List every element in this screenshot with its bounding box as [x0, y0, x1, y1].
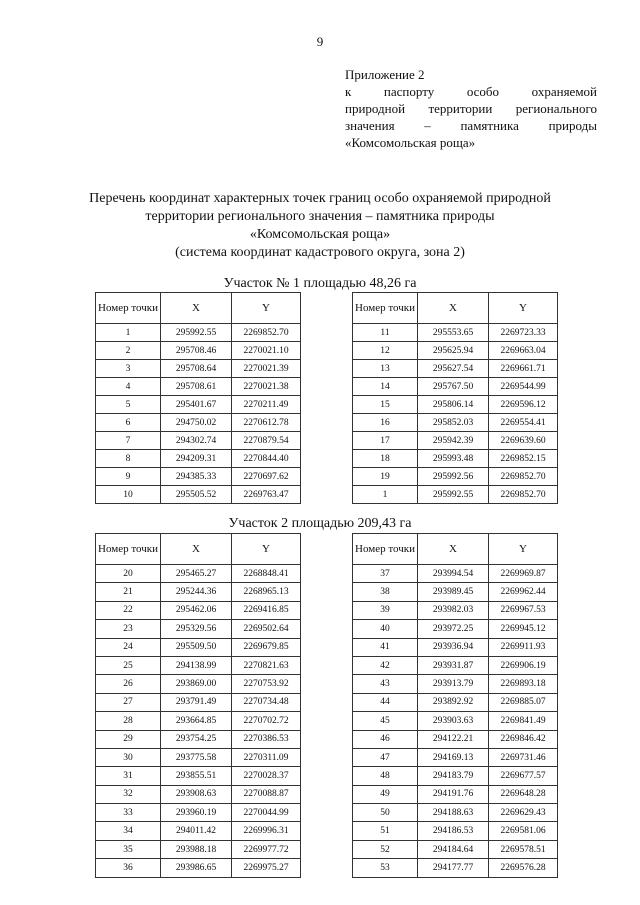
x-coordinate: 295708.64: [161, 360, 232, 378]
table-row: [353, 414, 558, 432]
table-row: [353, 675, 558, 693]
y-coordinate: 2270021.38: [232, 378, 301, 396]
table-row: [96, 486, 301, 504]
y-coordinate: 2269416.85: [232, 601, 301, 619]
x-coordinate: 293936.94: [418, 638, 489, 656]
point-number: 1: [353, 486, 418, 504]
x-coordinate: 293903.63: [418, 712, 489, 730]
column-header-num: Номер точки: [96, 534, 161, 565]
point-number: 12: [353, 342, 418, 360]
x-coordinate: 295806.14: [418, 396, 489, 414]
point-number: 48: [353, 767, 418, 785]
point-number: 44: [353, 693, 418, 711]
point-number: 2: [96, 342, 161, 360]
x-coordinate: 293664.85: [161, 712, 232, 730]
y-coordinate: 2268965.13: [232, 583, 301, 601]
point-number: 41: [353, 638, 418, 656]
point-number: 36: [96, 859, 161, 877]
point-number: 17: [353, 432, 418, 450]
y-coordinate: 2269906.19: [489, 656, 558, 674]
point-number: 4: [96, 378, 161, 396]
y-coordinate: 2269629.43: [489, 804, 558, 822]
table-row: [353, 378, 558, 396]
x-coordinate: 293988.18: [161, 840, 232, 858]
point-number: 18: [353, 450, 418, 468]
y-coordinate: 2269554.41: [489, 414, 558, 432]
x-coordinate: 294138.99: [161, 656, 232, 674]
x-coordinate: 294169.13: [418, 748, 489, 766]
point-number: 46: [353, 730, 418, 748]
column-header-y: Y: [232, 534, 301, 565]
column-header-num: Номер точки: [353, 293, 418, 324]
table-row: [96, 840, 301, 858]
y-coordinate: 2269578.51: [489, 840, 558, 858]
y-coordinate: 2269967.53: [489, 601, 558, 619]
appendix-line: к паспорту особо охраняемой: [345, 84, 597, 99]
table-row: [96, 360, 301, 378]
table-row: [353, 360, 558, 378]
section2-heading: Участок 2 площадью 209,43 га: [228, 516, 412, 531]
point-number: 9: [96, 468, 161, 486]
x-coordinate: 295465.27: [161, 565, 232, 583]
y-coordinate: 2269893.18: [489, 675, 558, 693]
table-row: [96, 414, 301, 432]
column-header-x: X: [161, 293, 232, 324]
point-number: 31: [96, 767, 161, 785]
x-coordinate: 295708.46: [161, 342, 232, 360]
table-row: [353, 656, 558, 674]
x-coordinate: 293972.25: [418, 620, 489, 638]
table-row: [96, 638, 301, 656]
point-number: 51: [353, 822, 418, 840]
table-row: [96, 822, 301, 840]
point-number: 35: [96, 840, 161, 858]
point-number: 8: [96, 450, 161, 468]
point-number: 45: [353, 712, 418, 730]
point-number: 7: [96, 432, 161, 450]
table-row: [353, 712, 558, 730]
title-line: Перечень координат характерных точек границ особо охраняемой природной: [89, 191, 551, 206]
x-coordinate: 293754.25: [161, 730, 232, 748]
table-row: [353, 620, 558, 638]
table-row: [96, 693, 301, 711]
column-header-num: Номер точки: [353, 534, 418, 565]
y-coordinate: 2269852.70: [489, 468, 558, 486]
y-coordinate: 2270697.62: [232, 468, 301, 486]
y-coordinate: 2270821.63: [232, 656, 301, 674]
page-number: 9: [316, 34, 324, 49]
point-number: 28: [96, 712, 161, 730]
table-row: [96, 378, 301, 396]
y-coordinate: 2269679.85: [232, 638, 301, 656]
point-number: 49: [353, 785, 418, 803]
y-coordinate: 2270044.99: [232, 804, 301, 822]
table-row: [96, 565, 301, 583]
table-row: [353, 638, 558, 656]
point-number: 6: [96, 414, 161, 432]
x-coordinate: 294209.31: [161, 450, 232, 468]
y-coordinate: 2269576.28: [489, 859, 558, 877]
table-row: [353, 822, 558, 840]
y-coordinate: 2269663.04: [489, 342, 558, 360]
x-coordinate: 293960.19: [161, 804, 232, 822]
title-line: (система координат кадастрового округа, зона 2): [175, 245, 465, 260]
table-row: [96, 450, 301, 468]
table-row: [353, 730, 558, 748]
x-coordinate: 293986.65: [161, 859, 232, 877]
y-coordinate: 2270021.39: [232, 360, 301, 378]
table-row: [353, 565, 558, 583]
column-header-y: Y: [489, 534, 558, 565]
x-coordinate: 293982.03: [418, 601, 489, 619]
y-coordinate: 2270612.78: [232, 414, 301, 432]
column-header-x: X: [161, 534, 232, 565]
x-coordinate: 294184.64: [418, 840, 489, 858]
x-coordinate: 294385.33: [161, 468, 232, 486]
y-coordinate: 2270311.09: [232, 748, 301, 766]
y-coordinate: 2270211.49: [232, 396, 301, 414]
coords-table-s2-left: [95, 533, 301, 878]
y-coordinate: 2269661.71: [489, 360, 558, 378]
point-number: 32: [96, 785, 161, 803]
point-number: 25: [96, 656, 161, 674]
table-row: [96, 583, 301, 601]
x-coordinate: 294177.77: [418, 859, 489, 877]
point-number: 21: [96, 583, 161, 601]
appendix-block: [345, 66, 597, 151]
table-row: [353, 748, 558, 766]
table-row: [96, 675, 301, 693]
x-coordinate: 295942.39: [418, 432, 489, 450]
table-row: [96, 342, 301, 360]
y-coordinate: 2269723.33: [489, 324, 558, 342]
table-row: [96, 859, 301, 877]
x-coordinate: 295401.67: [161, 396, 232, 414]
x-coordinate: 293931.87: [418, 656, 489, 674]
point-number: 47: [353, 748, 418, 766]
y-coordinate: 2269841.49: [489, 712, 558, 730]
point-number: 15: [353, 396, 418, 414]
document-title: [60, 190, 580, 262]
table-row: [96, 324, 301, 342]
y-coordinate: 2270386.53: [232, 730, 301, 748]
table-row: [96, 432, 301, 450]
x-coordinate: 295992.55: [161, 324, 232, 342]
y-coordinate: 2269581.06: [489, 822, 558, 840]
table-row: [96, 767, 301, 785]
table-row: [353, 432, 558, 450]
title-line: территории регионального значения – памятника природы: [145, 209, 495, 224]
point-number: 38: [353, 583, 418, 601]
column-header-x: X: [418, 534, 489, 565]
point-number: 33: [96, 804, 161, 822]
table-row: [96, 785, 301, 803]
point-number: 10: [96, 486, 161, 504]
x-coordinate: 295625.94: [418, 342, 489, 360]
y-coordinate: 2270753.92: [232, 675, 301, 693]
x-coordinate: 295509.50: [161, 638, 232, 656]
table-row: [353, 767, 558, 785]
x-coordinate: 295462.06: [161, 601, 232, 619]
point-number: 20: [96, 565, 161, 583]
table-row: [353, 804, 558, 822]
y-coordinate: 2270021.10: [232, 342, 301, 360]
point-number: 50: [353, 804, 418, 822]
point-number: 1: [96, 324, 161, 342]
x-coordinate: 295708.61: [161, 378, 232, 396]
point-number: 26: [96, 675, 161, 693]
x-coordinate: 293775.58: [161, 748, 232, 766]
x-coordinate: 293892.92: [418, 693, 489, 711]
appendix-line: значения – памятника природы: [345, 118, 597, 133]
x-coordinate: 294011.42: [161, 822, 232, 840]
table-row: [96, 712, 301, 730]
table-header-row: [353, 534, 558, 565]
table-row: [96, 468, 301, 486]
y-coordinate: 2269996.31: [232, 822, 301, 840]
appendix-line: «Комсомольская роща»: [345, 135, 476, 150]
table-row: [353, 601, 558, 619]
x-coordinate: 293791.49: [161, 693, 232, 711]
table-row: [353, 486, 558, 504]
table-row: [353, 468, 558, 486]
y-coordinate: 2269962.44: [489, 583, 558, 601]
table-row: [96, 730, 301, 748]
x-coordinate: 293994.54: [418, 565, 489, 583]
coords-table-s1-left: [95, 292, 301, 504]
point-number: 42: [353, 656, 418, 674]
point-number: 34: [96, 822, 161, 840]
table-header-row: [96, 534, 301, 565]
y-coordinate: 2269975.27: [232, 859, 301, 877]
point-number: 19: [353, 468, 418, 486]
point-number: 13: [353, 360, 418, 378]
x-coordinate: 294186.53: [418, 822, 489, 840]
x-coordinate: 294750.02: [161, 414, 232, 432]
table-row: [96, 804, 301, 822]
y-coordinate: 2269677.57: [489, 767, 558, 785]
y-coordinate: 2270088.87: [232, 785, 301, 803]
x-coordinate: 294183.79: [418, 767, 489, 785]
point-number: 14: [353, 378, 418, 396]
x-coordinate: 295244.36: [161, 583, 232, 601]
coords-table-s1-right: [352, 292, 558, 504]
y-coordinate: 2269911.93: [489, 638, 558, 656]
point-number: 43: [353, 675, 418, 693]
x-coordinate: 295505.52: [161, 486, 232, 504]
coords-table-s2-right: [352, 533, 558, 878]
table-row: [353, 324, 558, 342]
y-coordinate: 2269846.42: [489, 730, 558, 748]
y-coordinate: 2269969.87: [489, 565, 558, 583]
point-number: 53: [353, 859, 418, 877]
column-header-y: Y: [232, 293, 301, 324]
point-number: 37: [353, 565, 418, 583]
table-row: [353, 396, 558, 414]
x-coordinate: 294191.76: [418, 785, 489, 803]
x-coordinate: 293908.63: [161, 785, 232, 803]
table-row: [353, 785, 558, 803]
table-row: [96, 601, 301, 619]
point-number: 5: [96, 396, 161, 414]
y-coordinate: 2269977.72: [232, 840, 301, 858]
table-row: [353, 859, 558, 877]
y-coordinate: 2268848.41: [232, 565, 301, 583]
table-row: [353, 840, 558, 858]
table-row: [96, 748, 301, 766]
x-coordinate: 294188.63: [418, 804, 489, 822]
x-coordinate: 295329.56: [161, 620, 232, 638]
table-row: [96, 656, 301, 674]
column-header-y: Y: [489, 293, 558, 324]
point-number: 30: [96, 748, 161, 766]
y-coordinate: 2269852.70: [489, 486, 558, 504]
point-number: 52: [353, 840, 418, 858]
y-coordinate: 2269763.47: [232, 486, 301, 504]
y-coordinate: 2269945.12: [489, 620, 558, 638]
x-coordinate: 293869.00: [161, 675, 232, 693]
y-coordinate: 2270702.72: [232, 712, 301, 730]
y-coordinate: 2269885.07: [489, 693, 558, 711]
appendix-line: Приложение 2: [345, 67, 425, 82]
title-line: «Комсомольская роща»: [249, 227, 391, 242]
y-coordinate: 2269544.99: [489, 378, 558, 396]
x-coordinate: 293913.79: [418, 675, 489, 693]
column-header-num: Номер точки: [96, 293, 161, 324]
point-number: 39: [353, 601, 418, 619]
y-coordinate: 2269639.60: [489, 432, 558, 450]
point-number: 22: [96, 601, 161, 619]
point-number: 11: [353, 324, 418, 342]
table-row: [96, 620, 301, 638]
y-coordinate: 2270879.54: [232, 432, 301, 450]
y-coordinate: 2270028.37: [232, 767, 301, 785]
table-row: [353, 342, 558, 360]
y-coordinate: 2270734.48: [232, 693, 301, 711]
x-coordinate: 293989.45: [418, 583, 489, 601]
column-header-x: X: [418, 293, 489, 324]
table-row: [96, 396, 301, 414]
x-coordinate: 295992.55: [418, 486, 489, 504]
table-row: [353, 583, 558, 601]
x-coordinate: 295852.03: [418, 414, 489, 432]
x-coordinate: 295553.65: [418, 324, 489, 342]
x-coordinate: 295767.50: [418, 378, 489, 396]
point-number: 16: [353, 414, 418, 432]
y-coordinate: 2269596.12: [489, 396, 558, 414]
point-number: 23: [96, 620, 161, 638]
x-coordinate: 295627.54: [418, 360, 489, 378]
y-coordinate: 2269502.64: [232, 620, 301, 638]
point-number: 3: [96, 360, 161, 378]
table-header-row: [96, 293, 301, 324]
table-row: [353, 693, 558, 711]
point-number: 40: [353, 620, 418, 638]
y-coordinate: 2269731.46: [489, 748, 558, 766]
x-coordinate: 293855.51: [161, 767, 232, 785]
point-number: 27: [96, 693, 161, 711]
x-coordinate: 294302.74: [161, 432, 232, 450]
y-coordinate: 2269852.70: [232, 324, 301, 342]
appendix-line: природной территории регионального: [345, 101, 597, 116]
point-number: 29: [96, 730, 161, 748]
section1-heading: Участок № 1 площадью 48,26 га: [223, 276, 417, 291]
y-coordinate: 2270844.40: [232, 450, 301, 468]
y-coordinate: 2269648.28: [489, 785, 558, 803]
x-coordinate: 295993.48: [418, 450, 489, 468]
x-coordinate: 295992.56: [418, 468, 489, 486]
point-number: 24: [96, 638, 161, 656]
x-coordinate: 294122.21: [418, 730, 489, 748]
y-coordinate: 2269852.15: [489, 450, 558, 468]
table-header-row: [353, 293, 558, 324]
table-row: [353, 450, 558, 468]
